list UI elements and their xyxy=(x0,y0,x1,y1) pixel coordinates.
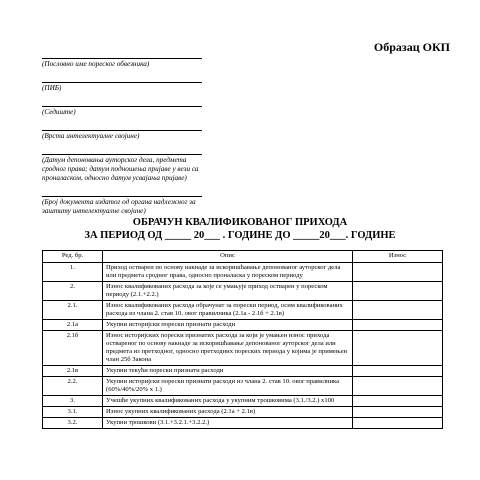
table-row xyxy=(43,320,443,331)
amount-cell[interactable] xyxy=(353,320,443,331)
col-header-amount: Износ xyxy=(353,251,443,263)
document-number-field[interactable]: (Број документа издатог од органа надлежног за заштиту интелектуалне својине) xyxy=(42,196,202,216)
row-description: Износ историјских порески признатих расхода за који је умањен износ прихода оствареног по основу накнаде за искоришћавање депонованог ауторског дела или предмета из претходног, односно претходних пореских периода у којима је примењен члан 25б Закона xyxy=(103,331,353,366)
table-row xyxy=(43,396,443,407)
form-title: ОБРАЧУН КВАЛИФИКОВАНОГ ПРИХОДА xyxy=(132,217,348,228)
business-name-field[interactable]: (Пословно име пореског обвезника) xyxy=(42,58,202,69)
amount-cell[interactable] xyxy=(353,407,443,418)
ip-type-field[interactable]: (Врста интелектуалне својине) xyxy=(42,130,202,141)
amount-cell[interactable] xyxy=(353,418,443,429)
row-number: 2.1б xyxy=(43,331,103,366)
table-header-row xyxy=(43,251,443,263)
row-description: Укупни трошкови (3.1.+3.2.1.+3.2.2.) xyxy=(103,418,353,429)
table-row xyxy=(43,263,443,282)
amount-cell[interactable] xyxy=(353,282,443,301)
row-number: 2.1а xyxy=(43,320,103,331)
row-number: 3.1. xyxy=(43,407,103,418)
table-row xyxy=(43,366,443,377)
row-number: 2.2. xyxy=(43,377,103,396)
amount-cell[interactable] xyxy=(353,377,443,396)
table-row xyxy=(43,301,443,320)
row-description: Укупни историјски порески признати расходи из члана 2. став 10. овог правилника (60%/40%/20% x 1.) xyxy=(103,377,353,396)
col-header-number: Ред. бр. xyxy=(43,251,103,263)
table-row xyxy=(43,377,443,396)
row-number: 2.1. xyxy=(43,301,103,320)
row-description: Учешће укупних квалификованих расхода у укупним трошковима (3.1./3.2.) x100 xyxy=(103,396,353,407)
amount-cell[interactable] xyxy=(353,331,443,366)
amount-cell[interactable] xyxy=(353,396,443,407)
row-description: Укупни историјски порески признати расходи xyxy=(103,320,353,331)
table-row xyxy=(43,418,443,429)
row-description: Износ квалификованих расхода за које се умањује приход остварен у пореском периоду (2.1.+2.2.) xyxy=(103,282,353,301)
row-number: 3. xyxy=(43,396,103,407)
amount-cell[interactable] xyxy=(353,263,443,282)
table-row xyxy=(43,282,443,301)
table-row xyxy=(43,331,443,366)
form-code: Образац ОКП xyxy=(373,40,450,54)
row-number: 3.2. xyxy=(43,418,103,429)
amount-cell[interactable] xyxy=(353,366,443,377)
row-description: Износ укупних квалификованих расхода (2.1а + 2.1в) xyxy=(103,407,353,418)
calculation-table xyxy=(42,250,443,429)
pib-field[interactable]: (ПИБ) xyxy=(42,82,202,93)
row-description: Износ квалификованих расхода обрачунат за порески период, осим квалификованих расхода из члана 2. став 10. овог правилника (2.1а - 2.1б + 2.1в) xyxy=(103,301,353,320)
seat-field[interactable]: (Седиште) xyxy=(42,106,202,117)
deposit-date-field[interactable]: (Датум депоновања ауторског дела, предмета сродног права; датум подношења пријаве у вези са проналаском, односно датум усвајања пријаве) xyxy=(42,154,202,183)
table-row xyxy=(43,407,443,418)
amount-cell[interactable] xyxy=(353,301,443,320)
row-number: 1. xyxy=(43,263,103,282)
row-description: Укупни текући порески признати расходи xyxy=(103,366,353,377)
row-description: Приход остварен по основу накнаде за искоришћавање депонованог ауторског дела или предмета сродног права, односно проналаска у пореском периоду xyxy=(103,263,353,282)
taxpayer-fields xyxy=(42,58,202,216)
row-number: 2. xyxy=(43,282,103,301)
col-header-description: Опис xyxy=(103,251,353,263)
form-period: ЗА ПЕРИОД ОД _____ 20___ . ГОДИНЕ ДО _____20___. ГОДИНЕ xyxy=(84,230,396,241)
row-number: 2.1в xyxy=(43,366,103,377)
